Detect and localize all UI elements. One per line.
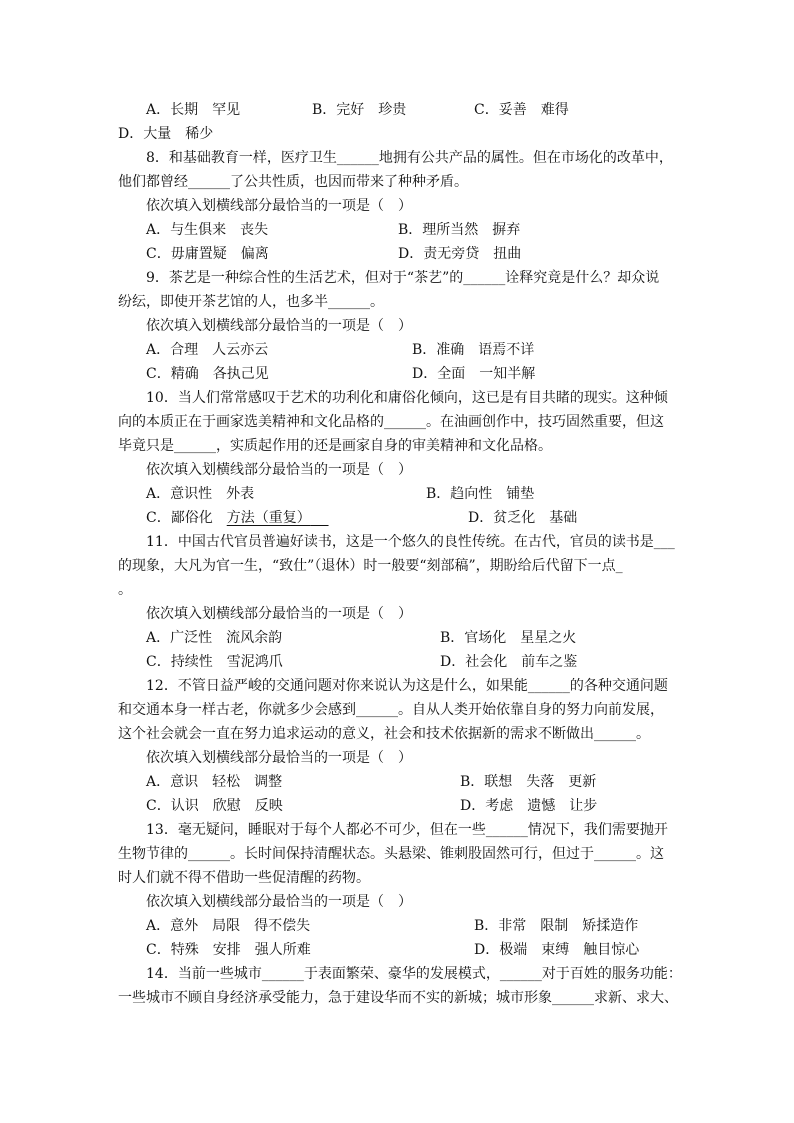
q11-stem-line: 。 — [118, 582, 132, 598]
q13-stem-line: 13．毫无疑问，睡眠对于每个人都必不可少，但在一些______情况下，我们需要抛开 — [146, 822, 668, 838]
q10-option-c-prefix: C．鄙俗化 — [146, 510, 227, 526]
q10-prompt: 依次填入划横线部分最恰当的一项是（ ） — [146, 462, 412, 478]
q9-stem-line: 9．茶艺是一种综合性的生活艺术，但对于“茶艺”的______诠释究竟是什么？却众说 — [146, 270, 660, 286]
q13-option-c: C．特殊 安排 强人所难 — [146, 942, 311, 958]
q12-stem-line: 这个社会就会一直在努力追求运动的意义，社会和技术依据新的需求不断做出______。 — [118, 726, 650, 742]
q14-stem-line: 一些城市不顾自身经济承受能力，急于建设华而不实的新城；城市形象______求新、求大、 — [118, 990, 678, 1006]
q10-option-d: D．贫乏化 基础 — [468, 510, 578, 526]
q13-option-b: B．非常 限制 矫揉造作 — [474, 918, 639, 934]
q11-stem-line: 的现象，大凡为官一生，“致仕”（退休）时一般要“刻部稿”，期盼给后代留下一点_ — [118, 558, 623, 574]
q8-stem-line: 8．和基础教育一样，医疗卫生______地拥有公共产品的属性。但在市场化的改革中， — [146, 150, 673, 166]
q12-option-a: A．意识 轻松 调整 — [146, 774, 283, 790]
q9-option-d: D．全面 一知半解 — [412, 366, 536, 382]
q13-prompt: 依次填入划横线部分最恰当的一项是（ ） — [146, 894, 412, 910]
q9-option-a: A．合理 人云亦云 — [146, 342, 269, 358]
q8-option-c: C．毋庸置疑 偏离 — [146, 246, 269, 262]
q9-option-c: C．精确 各执己见 — [146, 366, 269, 382]
q12-option-b: B．联想 失落 更新 — [460, 774, 597, 790]
q9-option-b: B．准确 语焉不详 — [412, 342, 535, 358]
q9-stem-line: 纷纭，即使开茶艺馆的人，也多半______。 — [118, 294, 384, 310]
q8-option-b: B．理所当然 摒弃 — [398, 222, 521, 238]
q10-stem-line: 10．当人们常常感叹于艺术的功利化和庸俗化倾向，这已是有目共睹的现实。这种倾 — [146, 390, 668, 406]
q12-prompt: 依次填入划横线部分最恰当的一项是（ ） — [146, 750, 412, 766]
q10-option-a: A．意识性 外表 — [146, 486, 255, 502]
q7-option-b: B．完好 珍贵 — [312, 102, 407, 118]
q8-option-d: D．责无旁贷 扭曲 — [398, 246, 522, 262]
q8-option-a: A．与生俱来 丧失 — [146, 222, 269, 238]
q12-stem-line: 12．不管日益严峻的交通问题对你来说认为这是什么，如果能______的各种交通问题 — [146, 678, 668, 694]
q11-option-d: D．社会化 前车之鉴 — [440, 654, 578, 670]
q7-option-c: C．妥善 难得 — [474, 102, 569, 118]
q12-stem-line: 和交通本身一样古老，你就多少会感到______。自从人类开始依靠自身的努力向前发展， — [118, 702, 664, 718]
q12-option-d: D．考虑 遗憾 让步 — [460, 798, 598, 814]
q8-prompt: 依次填入划横线部分最恰当的一项是（ ） — [146, 198, 412, 214]
q11-prompt: 依次填入划横线部分最恰当的一项是（ ） — [146, 606, 412, 622]
q12-option-c: C．认识 欣慰 反映 — [146, 798, 283, 814]
q10-stem-line: 毕竟只是______，实质起作用的还是画家自身的审美精神和文化品格。 — [118, 438, 552, 454]
q11-stem-line: 11．中国古代官员普遍好读书，这是一个悠久的良性传统。在古代，官员的读书是___ — [146, 534, 675, 550]
q10-option-c — [146, 507, 329, 529]
q7-option-a: A．长期 罕见 — [146, 102, 241, 118]
q11-option-b: B．官场化 星星之火 — [440, 630, 577, 646]
q13-stem-line: 时人们就不得不借助一些促清醒的药物。 — [118, 870, 370, 886]
q9-prompt: 依次填入划横线部分最恰当的一项是（ ） — [146, 318, 412, 334]
q11-option-c: C．持续性 雪泥鸿爪 — [146, 654, 283, 670]
q7-option-d: D．大量 稀少 — [118, 126, 214, 142]
q10-option-b: B．趋向性 铺垫 — [426, 486, 535, 502]
q13-stem-line: 生物节律的______。长时间保持清醒状态。头悬梁、锥刺股固然可行，但过于______。这 — [118, 846, 664, 862]
q13-option-d: D．极端 束缚 触目惊心 — [474, 942, 640, 958]
q10-option-c-underlined: 方法（重复） — [226, 510, 311, 526]
q11-option-a: A．广泛性 流风余韵 — [146, 630, 283, 646]
q14-stem-line: 14．当前一些城市______于表面繁荣、豪华的发展模式，______对于百姓的服务功能： — [146, 966, 682, 982]
q8-stem-line: 他们都曾经______了公共性质，也因而带来了种种矛盾。 — [118, 174, 468, 190]
q10-stem-line: 向的本质正在于画家选美精神和文化品格的______。在油画创作中，技巧固然重要，但这 — [118, 414, 664, 430]
q13-option-a: A．意外 局限 得不偿失 — [146, 918, 311, 934]
